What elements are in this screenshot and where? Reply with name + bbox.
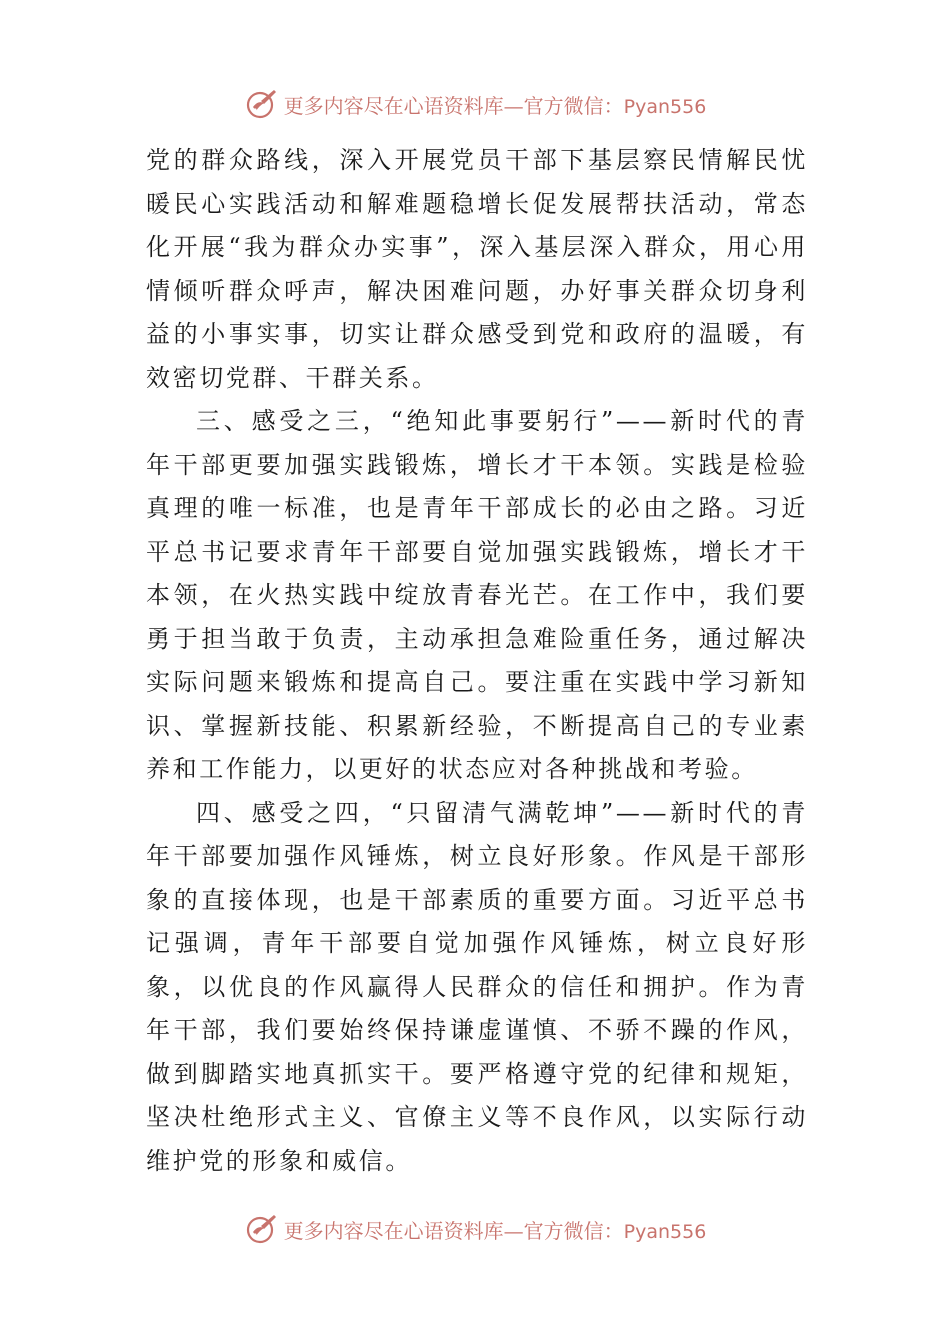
header-banner <box>0 84 950 124</box>
wechat-id: Pyan556 <box>623 95 707 118</box>
pen-circle-logo-icon <box>244 1212 278 1246</box>
banner-text: 更多内容尽在心语资料库—官方微信：Pyan556 <box>283 1218 707 1243</box>
footer-banner <box>0 1209 950 1249</box>
paragraph-1: 党的群众路线，深入开展党员干部下基层察民情解民忧暖民心实践活动和解难题稳增长促发展帮扶活动，常态化开展“我为群众办实事”，深入基层深入群众，用心用情倾听群众呼声，解决困难问题，办好事关群众切身利益的小事实事，切实让群众感受到党和政府的温暖，有效密切党群、干群关系。 <box>146 146 808 392</box>
paragraph-2: 三、感受之三，“绝知此事要躬行”——新时代的青年干部更要加强实践锻炼，增长才干本领。实践是检验真理的唯一标准，也是青年干部成长的必由之路。习近平总书记要求青年干部要自觉加强实践锻炼，增长才干本领，在火热实践中绽放青春光芒。在工作中，我们要勇于担当敢于负责，主动承担急难险重任务，通过解决实际问题来锻炼和提高自己。要注重在实践中学习新知识、掌握新技能、积累新经验，不断提高自己的专业素养和工作能力，以更好的状态应对各种挑战和考验。 <box>146 407 808 783</box>
document-body <box>146 139 808 1183</box>
banner-text: 更多内容尽在心语资料库—官方微信：Pyan556 <box>283 93 707 118</box>
wechat-id: Pyan556 <box>623 1220 707 1243</box>
paragraph-3: 四、感受之四，“只留清气满乾坤”——新时代的青年干部要加强作风锤炼，树立良好形象。作风是干部形象的直接体现，也是干部素质的重要方面。习近平总书记强调，青年干部要自觉加强作风锤炼，树立良好形象，以优良的作风赢得人民群众的信任和拥护。作为青年干部，我们要始终保持谦虚谨慎、不骄不躁的作风，做到脚踏实地真抓实干。要严格遵守党的纪律和规矩，坚决杜绝形式主义、官僚主义等不良作风，以实际行动维护党的形象和威信。 <box>146 798 808 1175</box>
pen-circle-logo-icon <box>244 87 278 121</box>
